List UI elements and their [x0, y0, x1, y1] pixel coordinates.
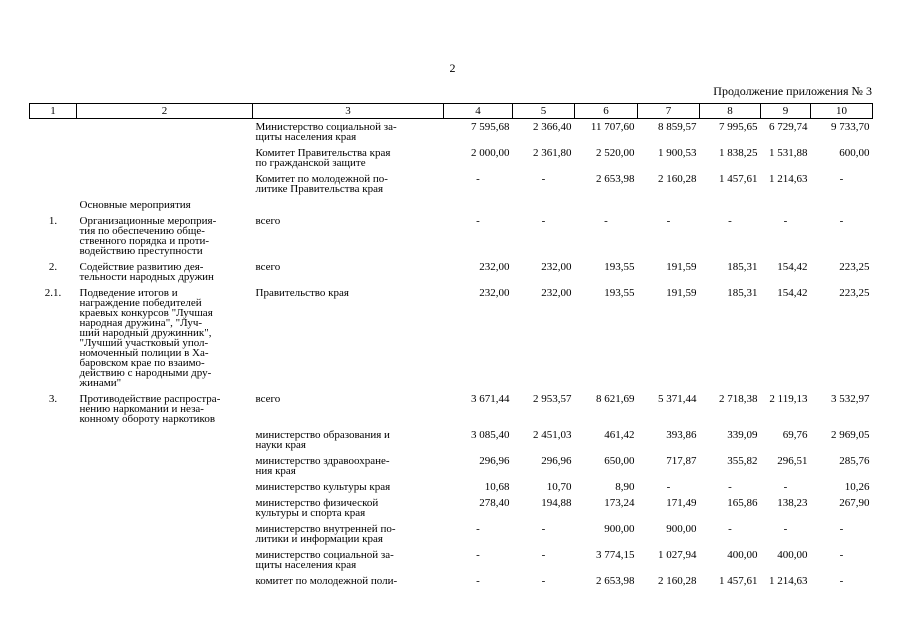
value-cell: - [476, 215, 480, 227]
value-cell: 8,90 [615, 481, 635, 493]
table-row [30, 171, 873, 197]
value-cell: 2 520,00 [596, 147, 635, 159]
value-cell: - [728, 481, 732, 493]
row-number: 2. [48, 261, 58, 273]
measure-name [77, 521, 253, 547]
value-cell: - [839, 523, 844, 535]
value-cell: 194,88 [541, 497, 572, 509]
value-cell: 1 838,25 [719, 147, 758, 159]
executor: комитет по молодежной поли- [255, 575, 398, 587]
value-cell [700, 197, 761, 213]
value-cell: - [728, 523, 732, 535]
row-number [30, 197, 77, 213]
value-cell: 296,96 [541, 455, 572, 467]
table-row [30, 495, 873, 521]
row-number [30, 453, 77, 479]
table-row [30, 453, 873, 479]
value-cell: 8 621,69 [596, 393, 635, 405]
value-cell: 173,24 [604, 497, 635, 509]
value-cell: 232,00 [479, 287, 510, 299]
row-number [30, 171, 77, 197]
executor: Министерство социальной за- щиты населения края [255, 121, 397, 143]
value-cell: 1 457,61 [719, 575, 758, 587]
row-number: 3. [48, 393, 58, 405]
executor: Правительство края [255, 287, 349, 299]
value-cell: 6 729,74 [769, 121, 808, 133]
table-row [30, 145, 873, 171]
executor: всего [255, 215, 281, 227]
value-cell: 10,26 [844, 481, 870, 493]
value-cell: - [476, 173, 480, 185]
row-number: 2.1. [44, 287, 62, 299]
measure-name [77, 119, 253, 146]
value-cell: 900,00 [604, 523, 635, 535]
table-row [30, 573, 873, 589]
value-cell: 1 027,94 [658, 549, 697, 561]
value-cell: 191,59 [666, 261, 697, 273]
executor: министерство образования и науки края [255, 429, 390, 451]
value-cell: 232,00 [479, 261, 510, 273]
table-row [30, 259, 873, 285]
value-cell: 2 366,40 [533, 121, 572, 133]
value-cell: 2 361,80 [533, 147, 572, 159]
value-cell [761, 197, 811, 213]
header-row [30, 104, 873, 119]
executor: Комитет Правительства края по гражданской защите [255, 147, 391, 169]
value-cell: 393,86 [666, 429, 697, 441]
value-cell: - [541, 523, 546, 535]
executor [253, 197, 444, 213]
value-cell: 2 653,98 [596, 173, 635, 185]
value-cell: 461,42 [604, 429, 635, 441]
value-cell: - [541, 215, 546, 227]
value-cell: 1 457,61 [719, 173, 758, 185]
header-cell-4: 4 [444, 104, 513, 119]
value-cell: 2 160,28 [658, 575, 697, 587]
value-cell: - [666, 215, 671, 227]
header-cell-7: 7 [638, 104, 700, 119]
measure-name: Подведение итогов и награждение победителей краевых конкурсов "Лучшая народная дружина", "Луч- ший народный дружинник", "Лучший участковый упол- номоченный полиции в Ха- баровском крае по взаимо- действию с народными дру- жинами" [79, 287, 213, 389]
value-cell: - [728, 215, 732, 227]
table-header [30, 104, 873, 119]
value-cell: - [783, 523, 788, 535]
measure-name: Противодействие распростра- нению наркомании и неза- конному обороту наркотиков [79, 393, 221, 425]
header-cell-8: 8 [700, 104, 761, 119]
value-cell [575, 197, 638, 213]
value-cell: 3 532,97 [831, 393, 870, 405]
value-cell: - [839, 215, 844, 227]
value-cell: 296,96 [479, 455, 510, 467]
executor: Комитет по молодежной по- литике Правительства края [255, 173, 388, 195]
measure-name: Организационные мероприя- тия по обеспечению обще- ственного порядка и проти- водействию преступности [79, 215, 217, 257]
value-cell: - [604, 215, 608, 227]
table-row [30, 197, 873, 213]
value-cell: 7 995,65 [719, 121, 758, 133]
value-cell: 191,59 [666, 287, 697, 299]
measure-name [77, 171, 253, 197]
row-number [30, 427, 77, 453]
value-cell: - [839, 575, 844, 587]
value-cell: 10,70 [546, 481, 572, 493]
header-cell-3: 3 [253, 104, 444, 119]
value-cell: 600,00 [839, 147, 870, 159]
value-cell: 296,51 [777, 455, 808, 467]
value-cell: 2 969,05 [831, 429, 870, 441]
table-body [30, 119, 873, 590]
value-cell: 2 000,00 [471, 147, 510, 159]
measure-name: Основные мероприятия [79, 199, 191, 211]
header-cell-10: 10 [811, 104, 873, 119]
row-number [30, 479, 77, 495]
measure-name: Содействие развитию дея- тельности народных дружин [79, 261, 214, 283]
value-cell: 185,31 [727, 287, 758, 299]
value-cell: 138,23 [777, 497, 808, 509]
value-cell: 1 531,88 [769, 147, 808, 159]
measure-name [77, 453, 253, 479]
header-cell-2: 2 [77, 104, 253, 119]
value-cell: 717,87 [666, 455, 697, 467]
executor: всего [255, 393, 281, 405]
value-cell: 154,42 [777, 287, 808, 299]
measure-name [77, 495, 253, 521]
value-cell: 1 900,53 [658, 147, 697, 159]
value-cell: 2 953,57 [533, 393, 572, 405]
value-cell: 5 371,44 [658, 393, 697, 405]
value-cell [513, 197, 575, 213]
table-row [30, 391, 873, 427]
executor: министерство физической культуры и спорта края [255, 497, 379, 519]
value-cell: 193,55 [604, 261, 635, 273]
value-cell: 3 671,44 [471, 393, 510, 405]
value-cell: 185,31 [727, 261, 758, 273]
value-cell: 2 451,03 [533, 429, 572, 441]
row-number [30, 495, 77, 521]
value-cell: 400,00 [727, 549, 758, 561]
measure-name [77, 479, 253, 495]
continuation-title: Продолжение приложения № 3 [713, 84, 872, 98]
table-row [30, 427, 873, 453]
value-cell: 69,76 [782, 429, 808, 441]
value-cell: 2 160,28 [658, 173, 697, 185]
row-number [30, 521, 77, 547]
row-number [30, 547, 77, 573]
value-cell: 223,25 [839, 287, 870, 299]
value-cell: 223,25 [839, 261, 870, 273]
value-cell: 9 733,70 [831, 121, 870, 133]
table-row [30, 479, 873, 495]
table-row [30, 213, 873, 259]
value-cell: 2 653,98 [596, 575, 635, 587]
value-cell: - [783, 215, 788, 227]
header-cell-9: 9 [761, 104, 811, 119]
value-cell: 1 214,63 [769, 575, 808, 587]
measure-name [77, 547, 253, 573]
value-cell: 355,82 [727, 455, 758, 467]
row-number: 1. [48, 215, 58, 227]
table-row [30, 285, 873, 391]
value-cell: 232,00 [541, 261, 572, 273]
budget-table [29, 103, 873, 589]
value-cell: 165,86 [727, 497, 758, 509]
value-cell: - [541, 549, 546, 561]
value-cell [444, 197, 513, 213]
header-cell-5: 5 [513, 104, 575, 119]
value-cell [638, 197, 700, 213]
executor: министерство культуры края [255, 481, 391, 493]
value-cell: - [476, 575, 480, 587]
value-cell [811, 197, 873, 213]
table-row [30, 119, 873, 146]
value-cell: 10,68 [484, 481, 510, 493]
value-cell: 339,09 [727, 429, 758, 441]
value-cell: - [476, 523, 480, 535]
row-number [30, 119, 77, 146]
value-cell: 3 774,15 [596, 549, 635, 561]
value-cell: 2 119,13 [769, 393, 808, 405]
value-cell: 900,00 [666, 523, 697, 535]
header-cell-1: 1 [30, 104, 77, 119]
measure-name [77, 573, 253, 589]
value-cell: 278,40 [479, 497, 510, 509]
table-row [30, 547, 873, 573]
value-cell: - [476, 549, 480, 561]
value-cell: 2 718,38 [719, 393, 758, 405]
value-cell: - [541, 173, 546, 185]
row-number [30, 145, 77, 171]
page-number: 2 [449, 61, 456, 75]
measure-name [77, 145, 253, 171]
executor: министерство социальной за- щиты населения края [255, 549, 394, 571]
value-cell: 171,49 [666, 497, 697, 509]
value-cell: - [839, 173, 844, 185]
value-cell: 400,00 [777, 549, 808, 561]
value-cell: 650,00 [604, 455, 635, 467]
value-cell: - [541, 575, 546, 587]
value-cell: - [666, 481, 671, 493]
value-cell: 11 707,60 [590, 121, 635, 133]
executor: министерство здравоохране- ния края [255, 455, 390, 477]
measure-name [77, 427, 253, 453]
table-row [30, 521, 873, 547]
value-cell: 8 859,57 [658, 121, 697, 133]
value-cell: - [783, 481, 788, 493]
value-cell: - [839, 549, 844, 561]
value-cell: 232,00 [541, 287, 572, 299]
value-cell: 285,76 [839, 455, 870, 467]
value-cell: 154,42 [777, 261, 808, 273]
executor: всего [255, 261, 281, 273]
value-cell: 3 085,40 [471, 429, 510, 441]
header-cell-6: 6 [575, 104, 638, 119]
value-cell: 1 214,63 [769, 173, 808, 185]
value-cell: 267,90 [839, 497, 870, 509]
value-cell: 7 595,68 [471, 121, 510, 133]
value-cell: 193,55 [604, 287, 635, 299]
row-number [30, 573, 77, 589]
executor: министерство внутренней по- литики и информации края [255, 523, 396, 545]
